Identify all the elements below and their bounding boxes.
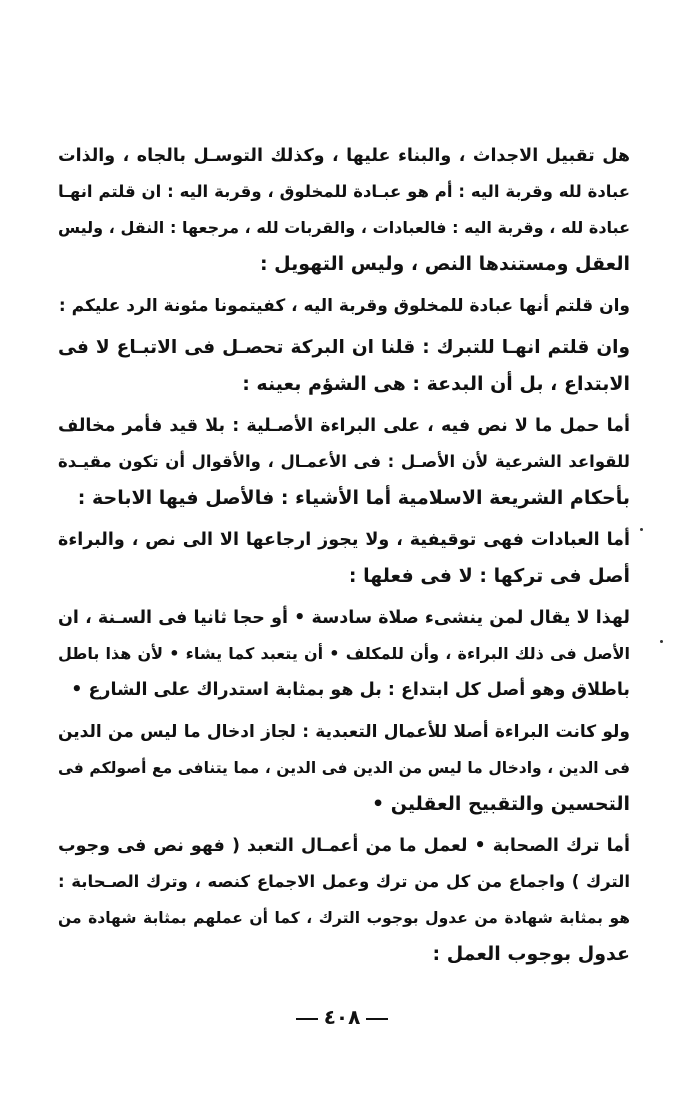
text-line: للقواعد الشرعية لأن الأصـل : فى الأعمـال ، والأقوال أن تكون مقيـدة <box>58 452 630 471</box>
text-line: الترك ) واجماع من كل من ترك وعمل الاجماع كنصه ، وترك الصـحابة : <box>58 872 630 891</box>
scan-speck <box>660 640 663 643</box>
scan-speck <box>640 528 643 531</box>
page-footer <box>0 1005 684 1029</box>
text-line: العقل ومستندها النص ، وليس التهويل : <box>259 253 630 275</box>
text-line: وان قلتم انهـا للتبرك : قلنا ان البركة تحصـل فى الاتبـاع لا فى <box>58 337 630 358</box>
paragraph <box>58 288 630 324</box>
text-line: لهذا لا يقال لمن ينشىء صلاة سادسة • أو حجا ثانيا فى السـنة ، ان <box>58 608 630 628</box>
page-number: ٤٠٨ <box>323 1005 361 1029</box>
document-body <box>58 138 630 978</box>
paragraph <box>58 330 630 402</box>
text-line: فى الدين ، وادخال ما ليس من الدين فى الدين ، مما يتنافى مع أصولكم فى <box>58 759 630 777</box>
text-line: وان قلتم أنها عبادة للمخلوق وقربة اليه ، كفيتمونا مئونة الرد عليكم : <box>58 296 630 316</box>
text-line: عبادة لله وقربة اليه : أم هو عبـادة للمخلوق ، وقربة اليه : ان قلتم انهـا <box>58 182 630 201</box>
text-line: التحسين والتقبيح العقلين • <box>371 793 630 815</box>
footer-dash-right <box>366 1018 388 1020</box>
paragraph <box>58 138 630 282</box>
text-line: هل تقبيل الاجداث ، والبناء عليها ، وكذلك التوسـل بالجاه ، والذات <box>58 146 630 166</box>
paragraph <box>58 522 630 594</box>
text-line: عدول بوجوب العمل : <box>432 943 630 965</box>
footer-dash-left <box>296 1018 318 1020</box>
paragraph <box>58 600 630 708</box>
text-line: بأحكام الشريعة الاسلامية أما الأشياء : فالأصل فيها الاباحة : <box>77 487 630 509</box>
text-line: أما العبادات فهى توقيفية ، ولا يجوز ارجاعها الا الى نص ، والبراءة <box>58 530 630 550</box>
text-line: الابتداع ، بل أن البدعة : هى الشؤم بعينه : <box>242 373 630 395</box>
text-line: ولو كانت البراءة أصلا للأعمال التعبدية : لجاز ادخال ما ليس من الدين <box>58 722 630 742</box>
text-line: هو بمثابة شهادة من عدول بوجوب الترك ، كما أن عملهم بمثابة شهادة من <box>58 909 630 927</box>
text-line: أما ترك الصحابة • لعمل ما من أعمـال التعبد ( فهو نص فى وجوب <box>58 836 630 856</box>
text-line: الأصل فى ذلك البراءة ، وأن للمكلف • أن يتعبد كما يشاء • لأن هذا باطل <box>58 644 630 663</box>
paragraph <box>58 828 630 972</box>
paragraph <box>58 714 630 822</box>
text-line: باطلاق وهو أصل كل ابتداع : بل هو بمثابة استدراك على الشارع • <box>71 680 630 700</box>
paragraph <box>58 408 630 516</box>
text-line: أما حمل ما لا نص فيه ، على البراءة الأصـلية : بلا قيد فأمر مخالف <box>58 416 630 436</box>
text-line: عبادة لله ، وقربة اليه : فالعبادات ، والقربات لله ، مرجعها : النقل ، وليس <box>58 218 630 237</box>
text-line: أصل فى تركها : لا فى فعلها : <box>348 565 630 587</box>
